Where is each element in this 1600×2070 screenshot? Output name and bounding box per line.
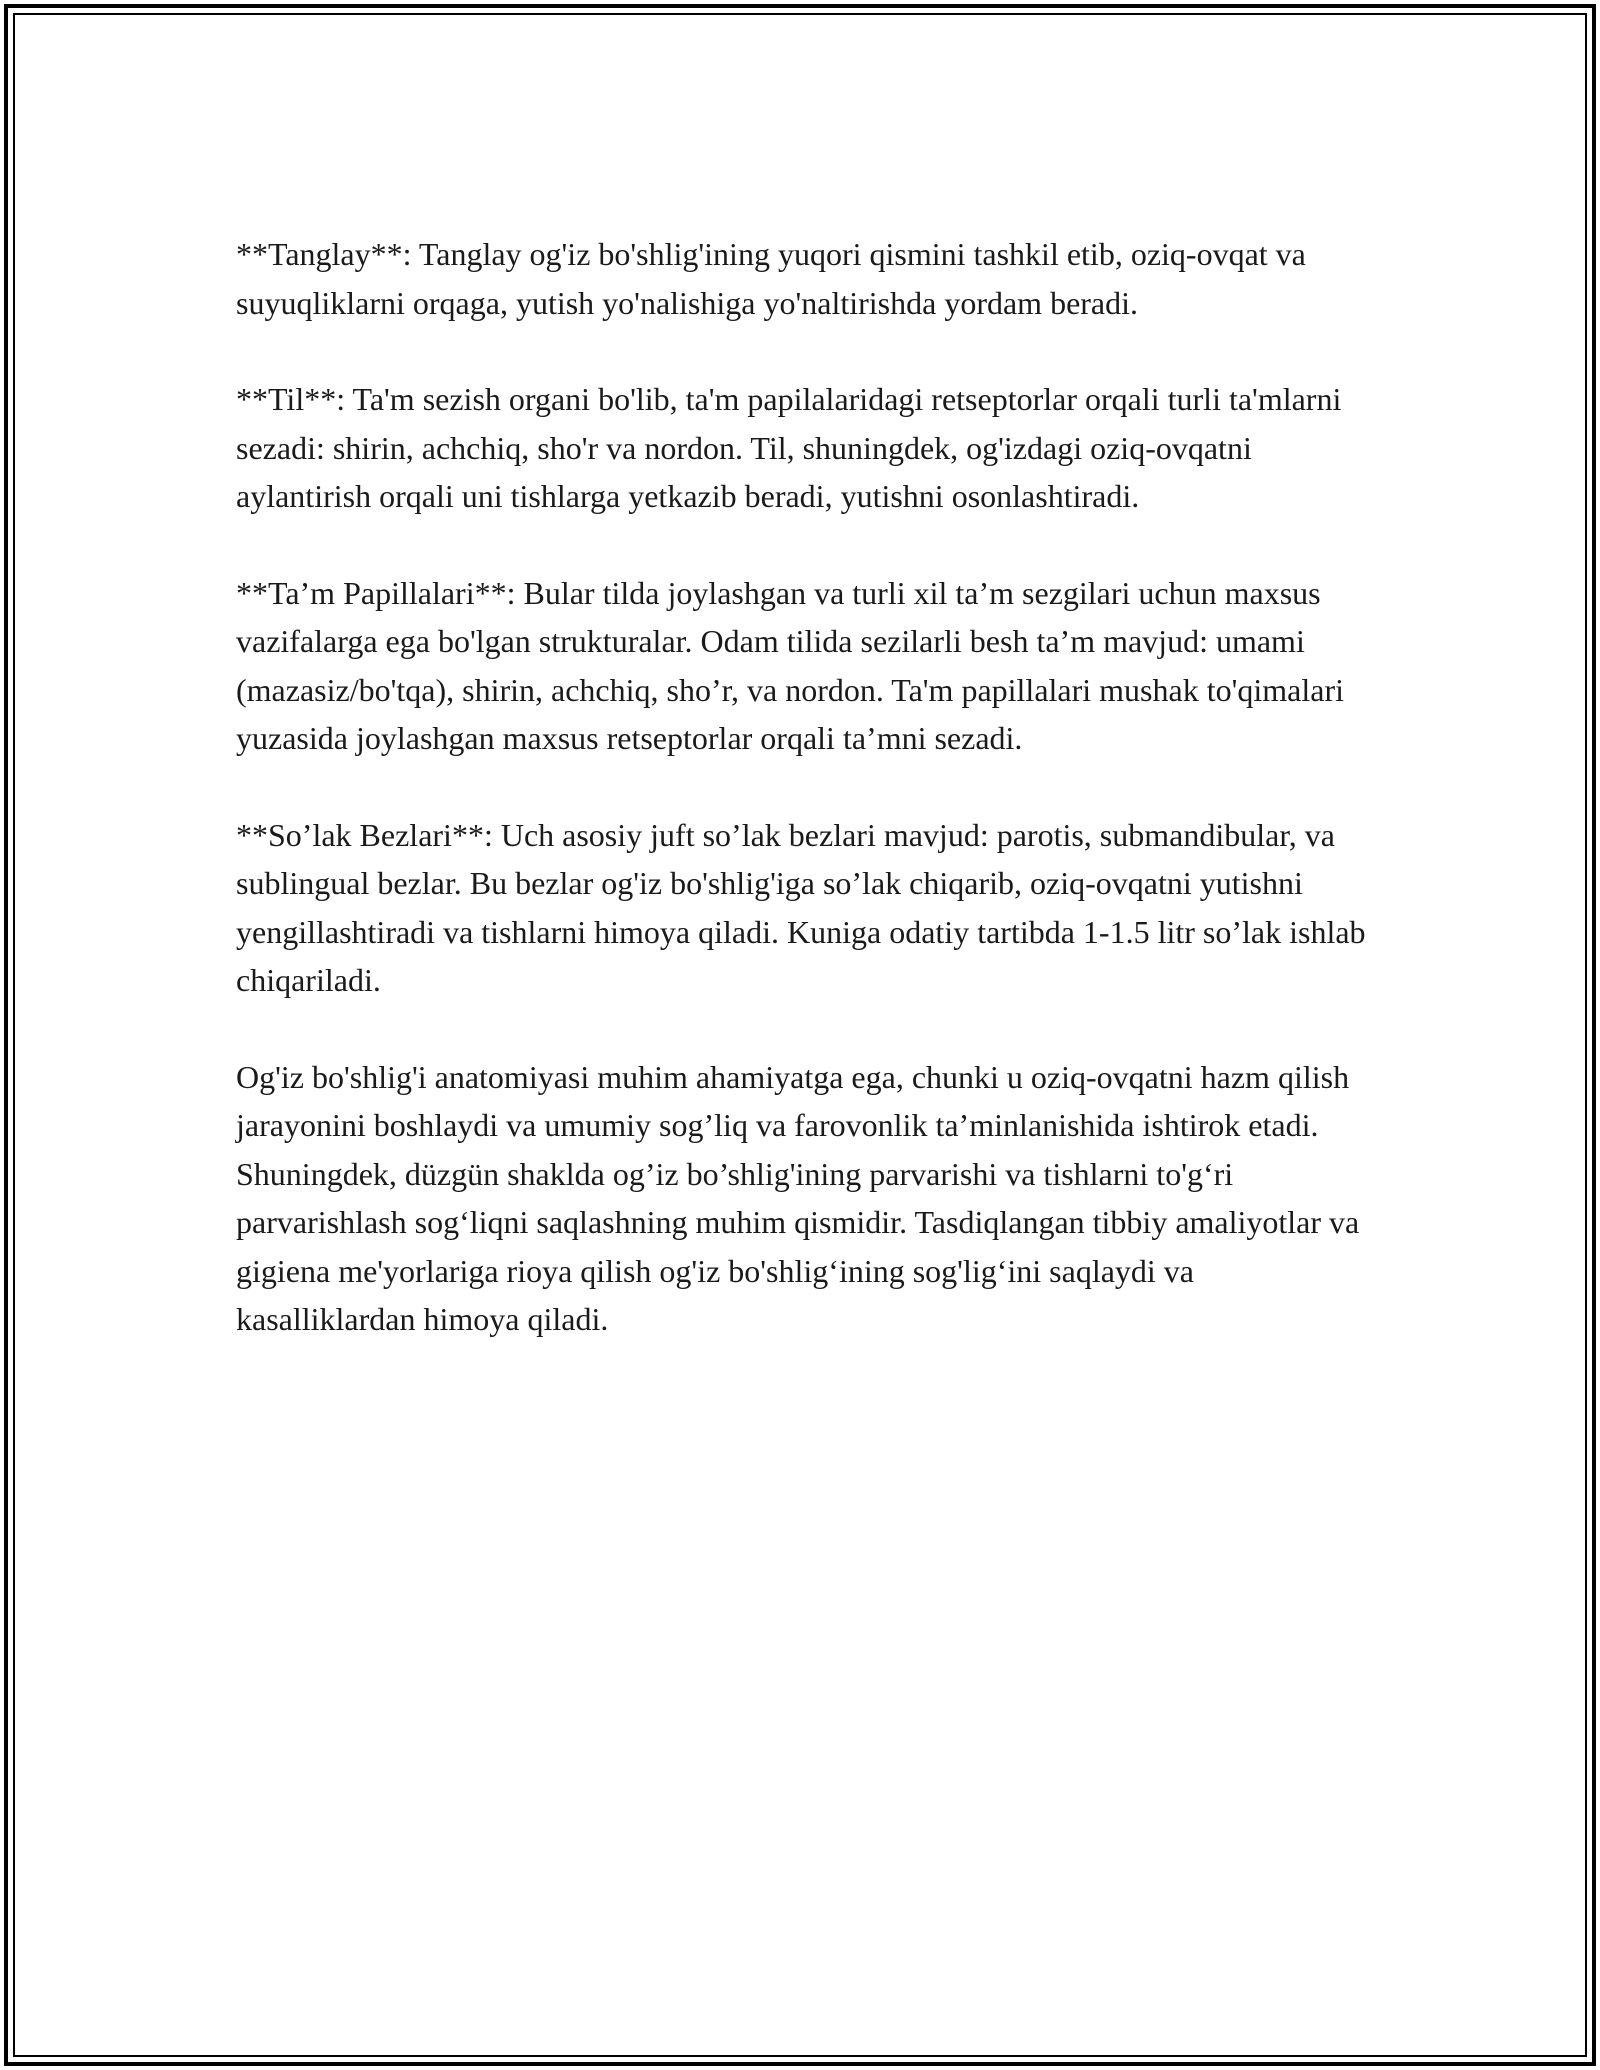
paragraph-tam-papillalari: **Ta’m Papillalari**: Bular tilda joylashgan va turli xil ta’m sezgilari uchun maxsus vazifalarga ega bo'lgan strukturalar. Odam tilida sezilarli besh ta’m mavjud: umami (mazasiz/bo'tqa), shirin, achchiq, sho’r, va nordon. Ta'm papillalari mushak to'qimalari yuzasida joylashgan maxsus retseptorlar orqali ta’mni sezadi.	[236, 574, 1344, 756]
paragraph-solak-bezlari: **So’lak Bezlari**: Uch asosiy juft so’lak bezlari mavjud: parotis, submandibular, va sublingual bezlar. Bu bezlar og'iz bo'shlig'iga so’lak chiqarib, oziq-ovqatni yutishni yengillashtiradi va tishlarni himoya qiladi. Kuniga odatiy tartibda 1-1.5 litr so’lak ishlab chiqariladi.	[236, 816, 1366, 998]
document-body	[236, 230, 1366, 1392]
paragraph-conclusion: Og'iz bo'shlig'i anatomiyasi muhim ahamiyatga ega, chunki u oziq-ovqatni hazm qilish jarayonini boshlaydi va umumiy sog’liq va farovonlik ta’minlanishida ishtirok etadi. Shuningdek, düzgün shaklda og’iz bo’shlig'ining parvarishi va tishlarni to'g‘ri parvarishlash sog‘liqni saqlashning muhim qismidir. Tasdiqlangan tibbiy amaliyotlar va gigiena me'yorlariga rioya qilish og'iz bo'shlig‘ining sog'lig‘ini saqlaydi va kasalliklardan himoya qiladi.	[236, 1058, 1360, 1337]
paragraph-til: **Til**: Ta'm sezish organi bo'lib, ta'm papilalaridagi retseptorlar orqali turli ta'mlarni sezadi: shirin, achchiq, sho'r va nordon. Til, shuningdek, og'izdagi oziq-ovqatni aylantirish orqali uni tishlarga yetkazib beradi, yutishni osonlashtiradi.	[236, 381, 1342, 514]
paragraph-tanglay: **Tanglay**: Tanglay og'iz bo'shlig'ining yuqori qismini tashkil etib, oziq-ovqat va suyuqliklarni orqaga, yutish yo'nalishiga yo'naltirishda yordam beradi.	[236, 236, 1306, 321]
